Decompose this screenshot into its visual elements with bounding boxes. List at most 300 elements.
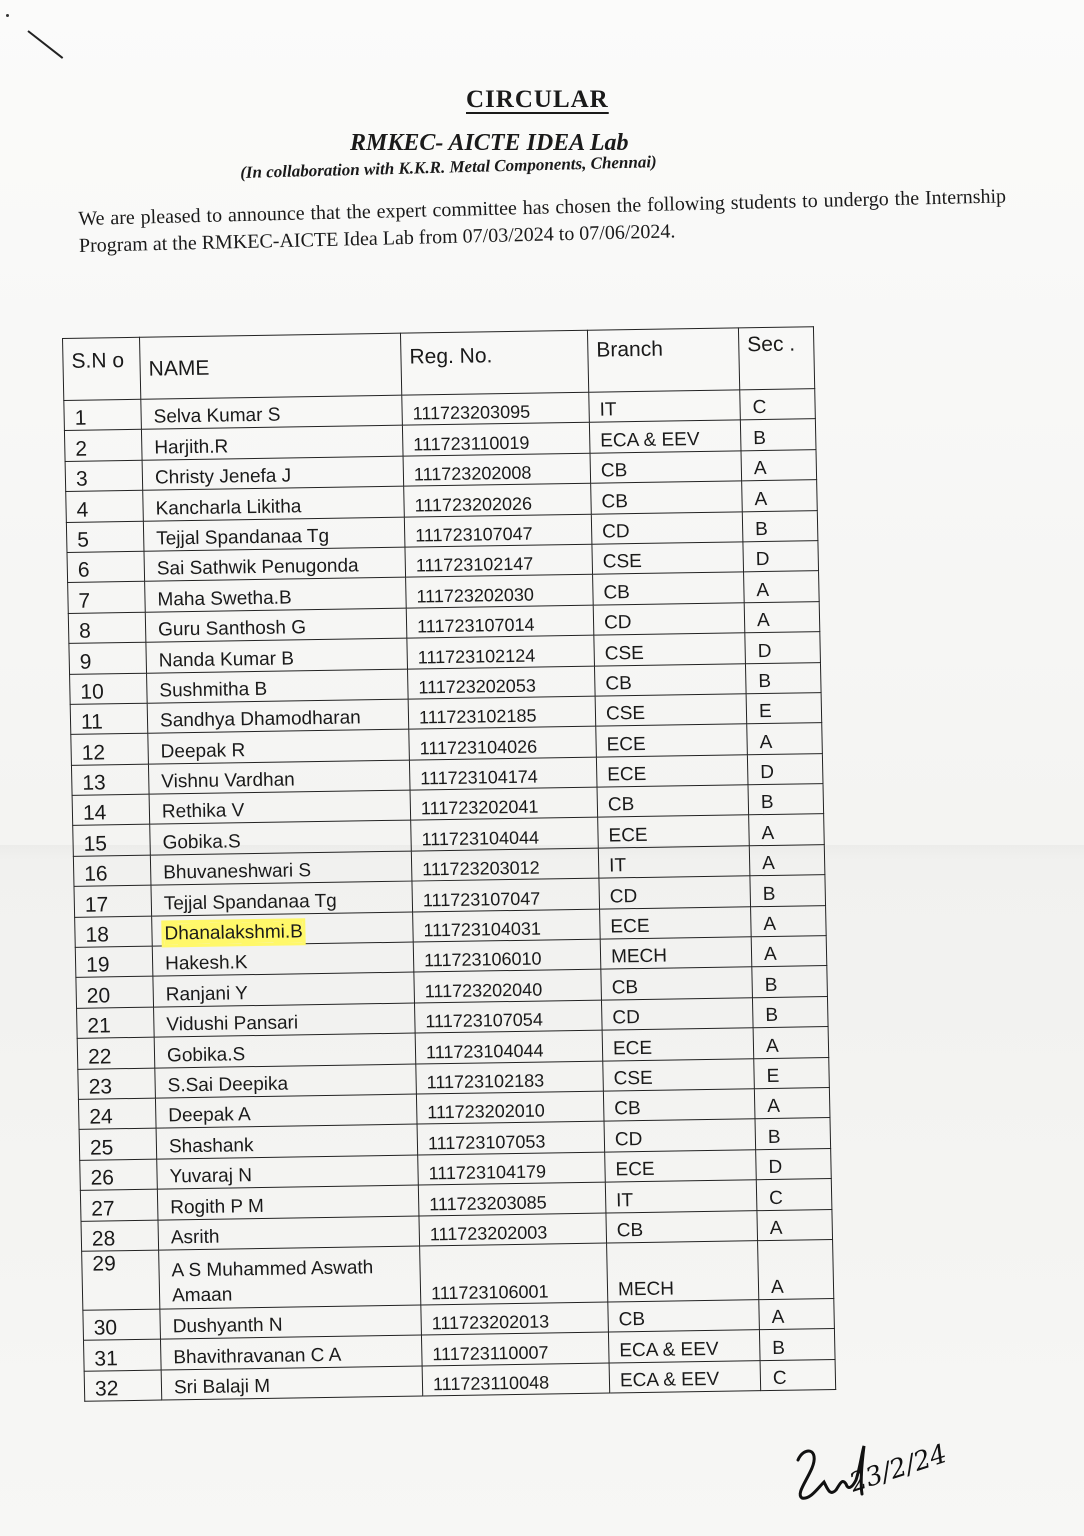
cell-regno <box>418 1182 606 1215</box>
cell-section <box>748 784 824 816</box>
cell-section-text: A <box>756 610 770 632</box>
cell-regno <box>402 423 590 456</box>
cell-sno <box>77 1037 155 1069</box>
cell-section-text: D <box>760 761 775 784</box>
cell-branch <box>593 572 745 605</box>
cell-section <box>742 510 818 542</box>
cell-name-text: Ranjani Y <box>165 982 249 1006</box>
cell-sno <box>77 1007 155 1039</box>
cell-sno <box>80 1189 158 1221</box>
cell-section <box>750 875 826 907</box>
cell-sno <box>70 673 148 705</box>
cell-name <box>152 942 414 976</box>
cell-section-text: B <box>772 1337 786 1359</box>
cell-sno <box>65 460 143 492</box>
cell-section-text: A <box>770 1276 784 1298</box>
cell-name-text: Maha Swetha.B <box>157 587 292 611</box>
cell-sno <box>76 977 154 1009</box>
cell-section <box>743 541 819 573</box>
cell-branch <box>601 998 753 1031</box>
cell-section-text: A <box>767 1096 781 1118</box>
column-header-section: Sec . <box>738 327 814 390</box>
cell-section <box>752 966 828 998</box>
cell-regno-text: 111723104026 <box>419 736 538 759</box>
cell-branch-text: CB <box>618 1309 646 1331</box>
cell-sno <box>75 916 153 948</box>
cell-branch-text: IT <box>615 1189 634 1211</box>
cell-sno <box>69 642 147 674</box>
cell-sno-text: 30 <box>93 1316 118 1340</box>
cell-sno <box>84 1339 162 1371</box>
cell-name-text: Bhuvaneshwari S <box>163 860 312 884</box>
cell-section <box>745 662 821 694</box>
cell-branch-text: CB <box>607 794 635 816</box>
cell-regno-text: 111723202026 <box>414 493 533 516</box>
signature-date: 23/2/24 <box>846 1439 951 1499</box>
cell-branch <box>599 876 751 909</box>
cell-branch-text: MECH <box>617 1278 675 1301</box>
cell-regno-text: 111723110007 <box>432 1342 549 1365</box>
cell-name <box>161 1366 423 1400</box>
cell-branch-text: ECA & EEV <box>619 1338 719 1362</box>
table-header-row <box>63 327 815 401</box>
cell-branch <box>605 1180 757 1213</box>
cell-branch <box>608 1300 760 1333</box>
cell-branch <box>601 967 753 1000</box>
cell-branch-text: CSE <box>602 551 643 573</box>
cell-sno-text: 22 <box>87 1044 112 1069</box>
cell-regno <box>416 1061 604 1094</box>
cell-section-text: A <box>763 944 777 966</box>
cell-sno <box>79 1128 157 1160</box>
cell-regno-text: 111723203085 <box>429 1192 547 1214</box>
cell-name-text: Deepak A <box>168 1104 251 1127</box>
cell-section-text: D <box>755 549 770 571</box>
cell-sno-text: 12 <box>81 741 106 765</box>
cell-branch <box>596 754 748 787</box>
cell-sno-text: 13 <box>82 771 106 795</box>
cell-branch-text: CD <box>614 1128 643 1151</box>
cell-branch-text: IT <box>608 855 627 877</box>
cell-branch <box>604 1119 756 1152</box>
cell-name <box>154 1003 416 1037</box>
cell-regno-text: 111723203012 <box>421 857 540 880</box>
cell-branch <box>600 906 752 939</box>
cell-section-text: E <box>758 701 772 723</box>
cell-sno <box>72 794 150 826</box>
cell-name <box>151 881 413 915</box>
cell-regno <box>420 1243 608 1305</box>
cell-section <box>749 814 825 846</box>
cell-sno <box>66 521 144 553</box>
cell-branch-text: CSE <box>605 703 646 725</box>
cell-regno-text: 111723104031 <box>423 918 542 941</box>
cell-regno <box>419 1213 607 1246</box>
cell-section-text: E <box>766 1065 780 1088</box>
cell-sno <box>81 1220 159 1252</box>
cell-name-text: Rethika V <box>161 800 245 823</box>
cell-regno <box>415 1030 603 1063</box>
cell-name <box>141 426 403 460</box>
cell-branch <box>592 542 744 575</box>
cell-regno-text: 111723106010 <box>423 948 542 971</box>
cell-branch <box>595 694 747 727</box>
cell-name-text: Sai Sathwik Penugonda <box>156 555 359 580</box>
cell-branch <box>597 785 749 818</box>
cell-section-text: A <box>761 822 775 844</box>
cell-sno-text: 32 <box>94 1377 119 1401</box>
cell-sno-text: 15 <box>83 832 108 856</box>
cell-sno-text: 31 <box>94 1346 118 1371</box>
table-body <box>64 389 836 1402</box>
cell-section <box>742 480 818 512</box>
cell-regno-text: 111723202003 <box>429 1222 548 1245</box>
cell-sno <box>67 551 145 583</box>
cell-name-text: Shashank <box>168 1134 254 1158</box>
cell-section <box>740 389 816 421</box>
cell-sno-text: 27 <box>90 1196 115 1221</box>
cell-sno <box>73 825 151 857</box>
cell-regno <box>410 787 598 820</box>
cell-branch-text: ECE <box>606 733 646 756</box>
cell-sno-text: 14 <box>82 801 107 826</box>
cell-branch <box>590 451 742 484</box>
cell-name-text: Gobika.S <box>166 1043 246 1067</box>
cell-regno <box>414 1000 602 1033</box>
cell-regno-text: 111723102124 <box>417 645 536 667</box>
cell-sno <box>78 1068 156 1100</box>
cell-regno <box>403 453 591 486</box>
cell-branch <box>603 1058 755 1091</box>
cell-branch <box>589 390 741 423</box>
cell-name <box>142 456 404 490</box>
cell-regno-text: 111723104044 <box>425 1040 544 1062</box>
cell-regno-text: 111723104179 <box>428 1161 547 1184</box>
cell-regno-text: 111723110019 <box>413 432 530 455</box>
cell-branch <box>608 1330 760 1363</box>
cell-name <box>158 1216 420 1250</box>
cell-section <box>759 1298 835 1330</box>
cell-section-text: D <box>757 640 772 662</box>
cell-sno <box>73 855 151 887</box>
announcement-paragraph: We are pleased to announce that the expert committee has chosen the following students to undergo the Internship Program at the RMKEC-AICTE Idea Lab from 07/03/2024 to 07/06/2024. <box>78 185 1007 257</box>
cell-sno-text: 29 <box>92 1252 116 1276</box>
cell-branch-text: CD <box>601 521 630 543</box>
cell-sno-text: 25 <box>89 1136 114 1160</box>
cell-sno-text: 2 <box>75 437 88 461</box>
cell-section-text: D <box>768 1156 783 1179</box>
cell-branch <box>602 1028 754 1061</box>
cell-section <box>749 844 825 876</box>
cell-branch-text: CB <box>600 460 628 482</box>
cell-sno <box>68 612 146 644</box>
cell-regno-text: 111723202040 <box>424 979 543 1002</box>
cell-section-text: B <box>765 1005 779 1027</box>
cell-section <box>741 449 817 481</box>
cell-regno <box>422 1363 610 1396</box>
cell-name <box>159 1246 421 1309</box>
cell-sno-text: 21 <box>87 1014 112 1038</box>
cell-branch <box>600 937 752 970</box>
cell-name <box>147 699 409 733</box>
cell-branch-text: ECE <box>608 824 648 847</box>
cell-name-text: Sandhya Dhamodharan <box>159 707 361 732</box>
cell-name <box>145 577 407 611</box>
cell-regno <box>417 1121 605 1154</box>
cell-branch-text: ECE <box>612 1037 653 1060</box>
cell-regno-text: 111723110048 <box>432 1372 550 1395</box>
cell-branch-text: CD <box>603 612 632 634</box>
cell-name-text: Nanda Kumar B <box>158 647 295 672</box>
cell-branch <box>606 1210 758 1243</box>
cell-branch-text: CD <box>609 885 638 908</box>
cell-section-text: C <box>768 1187 784 1209</box>
cell-branch-text: MECH <box>610 945 668 968</box>
students-table <box>62 326 836 1402</box>
cell-section <box>751 936 827 968</box>
cell-name-text: Bhavithravanan C A <box>173 1344 342 1369</box>
cell-section-text: A <box>756 579 770 601</box>
highlighted-name: Dhanalakshmi.B <box>164 921 304 945</box>
cell-regno <box>421 1302 609 1335</box>
cell-section <box>758 1239 834 1299</box>
cell-sno <box>83 1309 161 1341</box>
cell-regno <box>421 1332 609 1365</box>
cell-section <box>756 1179 832 1211</box>
cell-section-text: A <box>761 853 776 875</box>
cell-regno <box>411 818 599 851</box>
cell-section-text: B <box>754 518 769 541</box>
cell-regno-text: 111723107047 <box>414 523 533 546</box>
cell-regno <box>409 726 597 759</box>
cell-name-text: Vishnu Vardhan <box>161 769 295 793</box>
column-header-name: NAME <box>140 333 402 399</box>
cell-name-text: Tejjal Spandanaa Tg <box>156 525 330 550</box>
cell-branch <box>591 481 743 514</box>
cell-name <box>160 1305 422 1339</box>
cell-section-text: A <box>763 913 777 936</box>
cell-name <box>154 1033 416 1067</box>
cell-name-text: Rogith P M <box>170 1195 265 1218</box>
cell-name-text: Christy Jenefa J <box>154 465 292 489</box>
cell-name-text: Harjith.R <box>154 436 229 459</box>
cell-sno-text: 10 <box>80 680 105 704</box>
cell-sno <box>64 399 142 431</box>
cell-sno-text: 7 <box>78 589 91 613</box>
cell-section-text: C <box>772 1367 787 1390</box>
cell-regno <box>414 970 602 1003</box>
cell-section <box>757 1209 833 1241</box>
cell-regno-text: 111723107047 <box>422 888 541 911</box>
cell-sno-text: 3 <box>75 467 88 491</box>
cell-name <box>143 517 405 551</box>
cell-branch-text: ECE <box>615 1158 655 1181</box>
cell-sno-text: 5 <box>76 528 90 552</box>
cell-section-text: A <box>759 731 773 753</box>
stray-mark <box>6 14 9 17</box>
cell-sno <box>68 582 146 614</box>
cell-name-text: Deepak R <box>160 739 246 763</box>
lab-name: RMKEC- AICTE IDEA Lab <box>350 130 629 156</box>
cell-sno <box>80 1159 158 1191</box>
cell-section <box>744 601 820 633</box>
cell-regno-text: 111723106001 <box>430 1281 549 1304</box>
cell-branch <box>609 1360 761 1393</box>
cell-regno-text: 111723102183 <box>426 1070 545 1093</box>
cell-name-text: Kancharla Likitha <box>155 495 302 520</box>
cell-section <box>759 1329 835 1361</box>
cell-sno-text: 11 <box>80 710 104 735</box>
cell-branch-text: CB <box>616 1219 644 1242</box>
cell-regno <box>416 1091 604 1124</box>
column-header-regno: Reg. No. <box>400 330 588 395</box>
cell-regno <box>413 939 601 972</box>
cell-regno-text: 111723203095 <box>412 402 531 424</box>
cell-name <box>144 547 406 581</box>
cell-regno-text: 111723102185 <box>418 705 537 728</box>
cell-sno-text: 24 <box>89 1105 113 1130</box>
cell-branch-text: ECA & EEV <box>600 428 700 452</box>
cell-regno-text: 111723107053 <box>427 1131 546 1154</box>
cell-section <box>754 1088 830 1120</box>
cell-sno <box>74 885 152 917</box>
cell-regno <box>411 848 599 881</box>
cell-branch-text: ECE <box>610 915 650 938</box>
page-title: CIRCULAR <box>466 86 609 113</box>
cell-section <box>753 1027 829 1059</box>
cell-regno-text: 111723202008 <box>413 462 532 485</box>
cell-regno <box>408 696 596 729</box>
cell-sno-text: 1 <box>74 407 87 431</box>
cell-section <box>740 419 816 451</box>
cell-branch-text: CB <box>614 1098 641 1120</box>
cell-regno-text: 111723202013 <box>431 1311 550 1334</box>
cell-sno <box>78 1098 156 1130</box>
cell-branch-text: CD <box>612 1007 641 1029</box>
cell-name <box>155 1094 417 1128</box>
cell-regno-text: 111723107014 <box>416 614 535 637</box>
cell-regno-text: 111723202010 <box>427 1100 545 1123</box>
cell-name-text: Sri Balaji M <box>173 1375 271 1399</box>
cell-name <box>146 638 408 672</box>
cell-name <box>143 486 405 520</box>
cell-name <box>145 608 407 642</box>
cell-sno-text: 17 <box>84 892 109 917</box>
cell-branch <box>596 724 748 757</box>
cell-section-text: B <box>753 427 767 449</box>
cell-sno-text: 8 <box>78 619 92 643</box>
cell-name <box>150 851 412 885</box>
cell-branch-text: CB <box>611 976 639 999</box>
cell-regno <box>404 514 592 547</box>
cell-section-text: C <box>752 397 767 419</box>
cell-branch-text: ECE <box>607 763 647 786</box>
cell-branch <box>607 1241 759 1302</box>
cell-section-text: A <box>771 1307 785 1329</box>
cell-branch <box>593 603 745 636</box>
cell-section-text: A <box>753 458 767 480</box>
cell-branch-text: CB <box>601 490 629 513</box>
cell-branch <box>605 1149 757 1182</box>
cell-regno-text: 111723202053 <box>418 675 537 698</box>
cell-regno <box>409 757 597 790</box>
cell-sno <box>70 703 148 735</box>
cell-section <box>746 693 822 725</box>
cell-regno-text: 111723202041 <box>420 797 539 819</box>
cell-regno-text: 111723107054 <box>425 1009 544 1032</box>
cell-branch-text: CSE <box>604 642 645 665</box>
cell-section-text: B <box>762 883 776 905</box>
cell-section-text: B <box>758 670 772 693</box>
cell-branch <box>603 1089 755 1122</box>
cell-section <box>744 571 820 603</box>
cell-sno-text: 9 <box>79 650 92 674</box>
cell-sno <box>66 490 144 522</box>
cell-name-text: Vidushi Pansari <box>166 1012 299 1036</box>
cell-branch-text: IT <box>599 399 617 421</box>
cell-branch <box>594 633 746 666</box>
cell-section-text: B <box>760 792 774 814</box>
cell-section-text: A <box>754 488 768 510</box>
cell-sno <box>64 430 142 462</box>
cell-regno <box>405 544 593 577</box>
cell-name-text: Gobika.S <box>162 831 241 854</box>
cell-section-text: A <box>765 1035 779 1057</box>
cell-regno <box>413 909 601 942</box>
cell-sno-text: 19 <box>85 953 110 978</box>
cell-section-text: A <box>769 1217 783 1239</box>
cell-section <box>760 1359 836 1391</box>
cell-name-text: Hakesh.K <box>164 952 248 975</box>
cell-name <box>156 1124 418 1158</box>
cell-regno <box>402 392 590 425</box>
cell-name-text: Guru Santhosh G <box>157 617 307 641</box>
cell-name <box>147 669 409 703</box>
cell-regno <box>418 1152 606 1185</box>
cell-name-text: S.Sai Deepika <box>167 1073 289 1097</box>
cell-branch-text: ECA & EEV <box>619 1368 720 1392</box>
cell-name-text: Dushyanth N <box>172 1314 283 1338</box>
cell-sno-text: 28 <box>91 1227 116 1251</box>
cell-section <box>751 905 827 937</box>
cell-name <box>157 1155 419 1189</box>
cell-regno-text: 111723104174 <box>420 766 538 789</box>
cell-branch <box>591 511 743 544</box>
column-header-branch: Branch <box>587 328 739 392</box>
cell-name <box>150 821 412 855</box>
cell-regno-text: 111723102147 <box>415 553 534 576</box>
cell-section <box>755 1118 831 1150</box>
cell-name <box>153 972 415 1006</box>
cell-name <box>160 1335 422 1369</box>
cell-name <box>152 912 414 946</box>
cell-section <box>752 996 828 1028</box>
cell-name-text: Asrith <box>170 1226 220 1249</box>
cell-name <box>148 729 410 763</box>
cell-sno-text: 23 <box>88 1075 113 1099</box>
cell-section <box>745 632 821 664</box>
cell-section-text: B <box>767 1126 781 1148</box>
cell-sno <box>82 1250 160 1310</box>
cell-regno <box>412 878 600 911</box>
cell-section <box>754 1057 830 1089</box>
cell-section <box>747 753 823 785</box>
cell-regno-text: 111723104044 <box>421 827 540 850</box>
cell-name-text: Selva Kumar S <box>153 404 281 428</box>
cell-name <box>148 760 410 794</box>
cell-name-text: A S Muhammed Aswath Amaan <box>171 1257 374 1307</box>
cell-name-text: Sushmitha B <box>159 678 268 702</box>
